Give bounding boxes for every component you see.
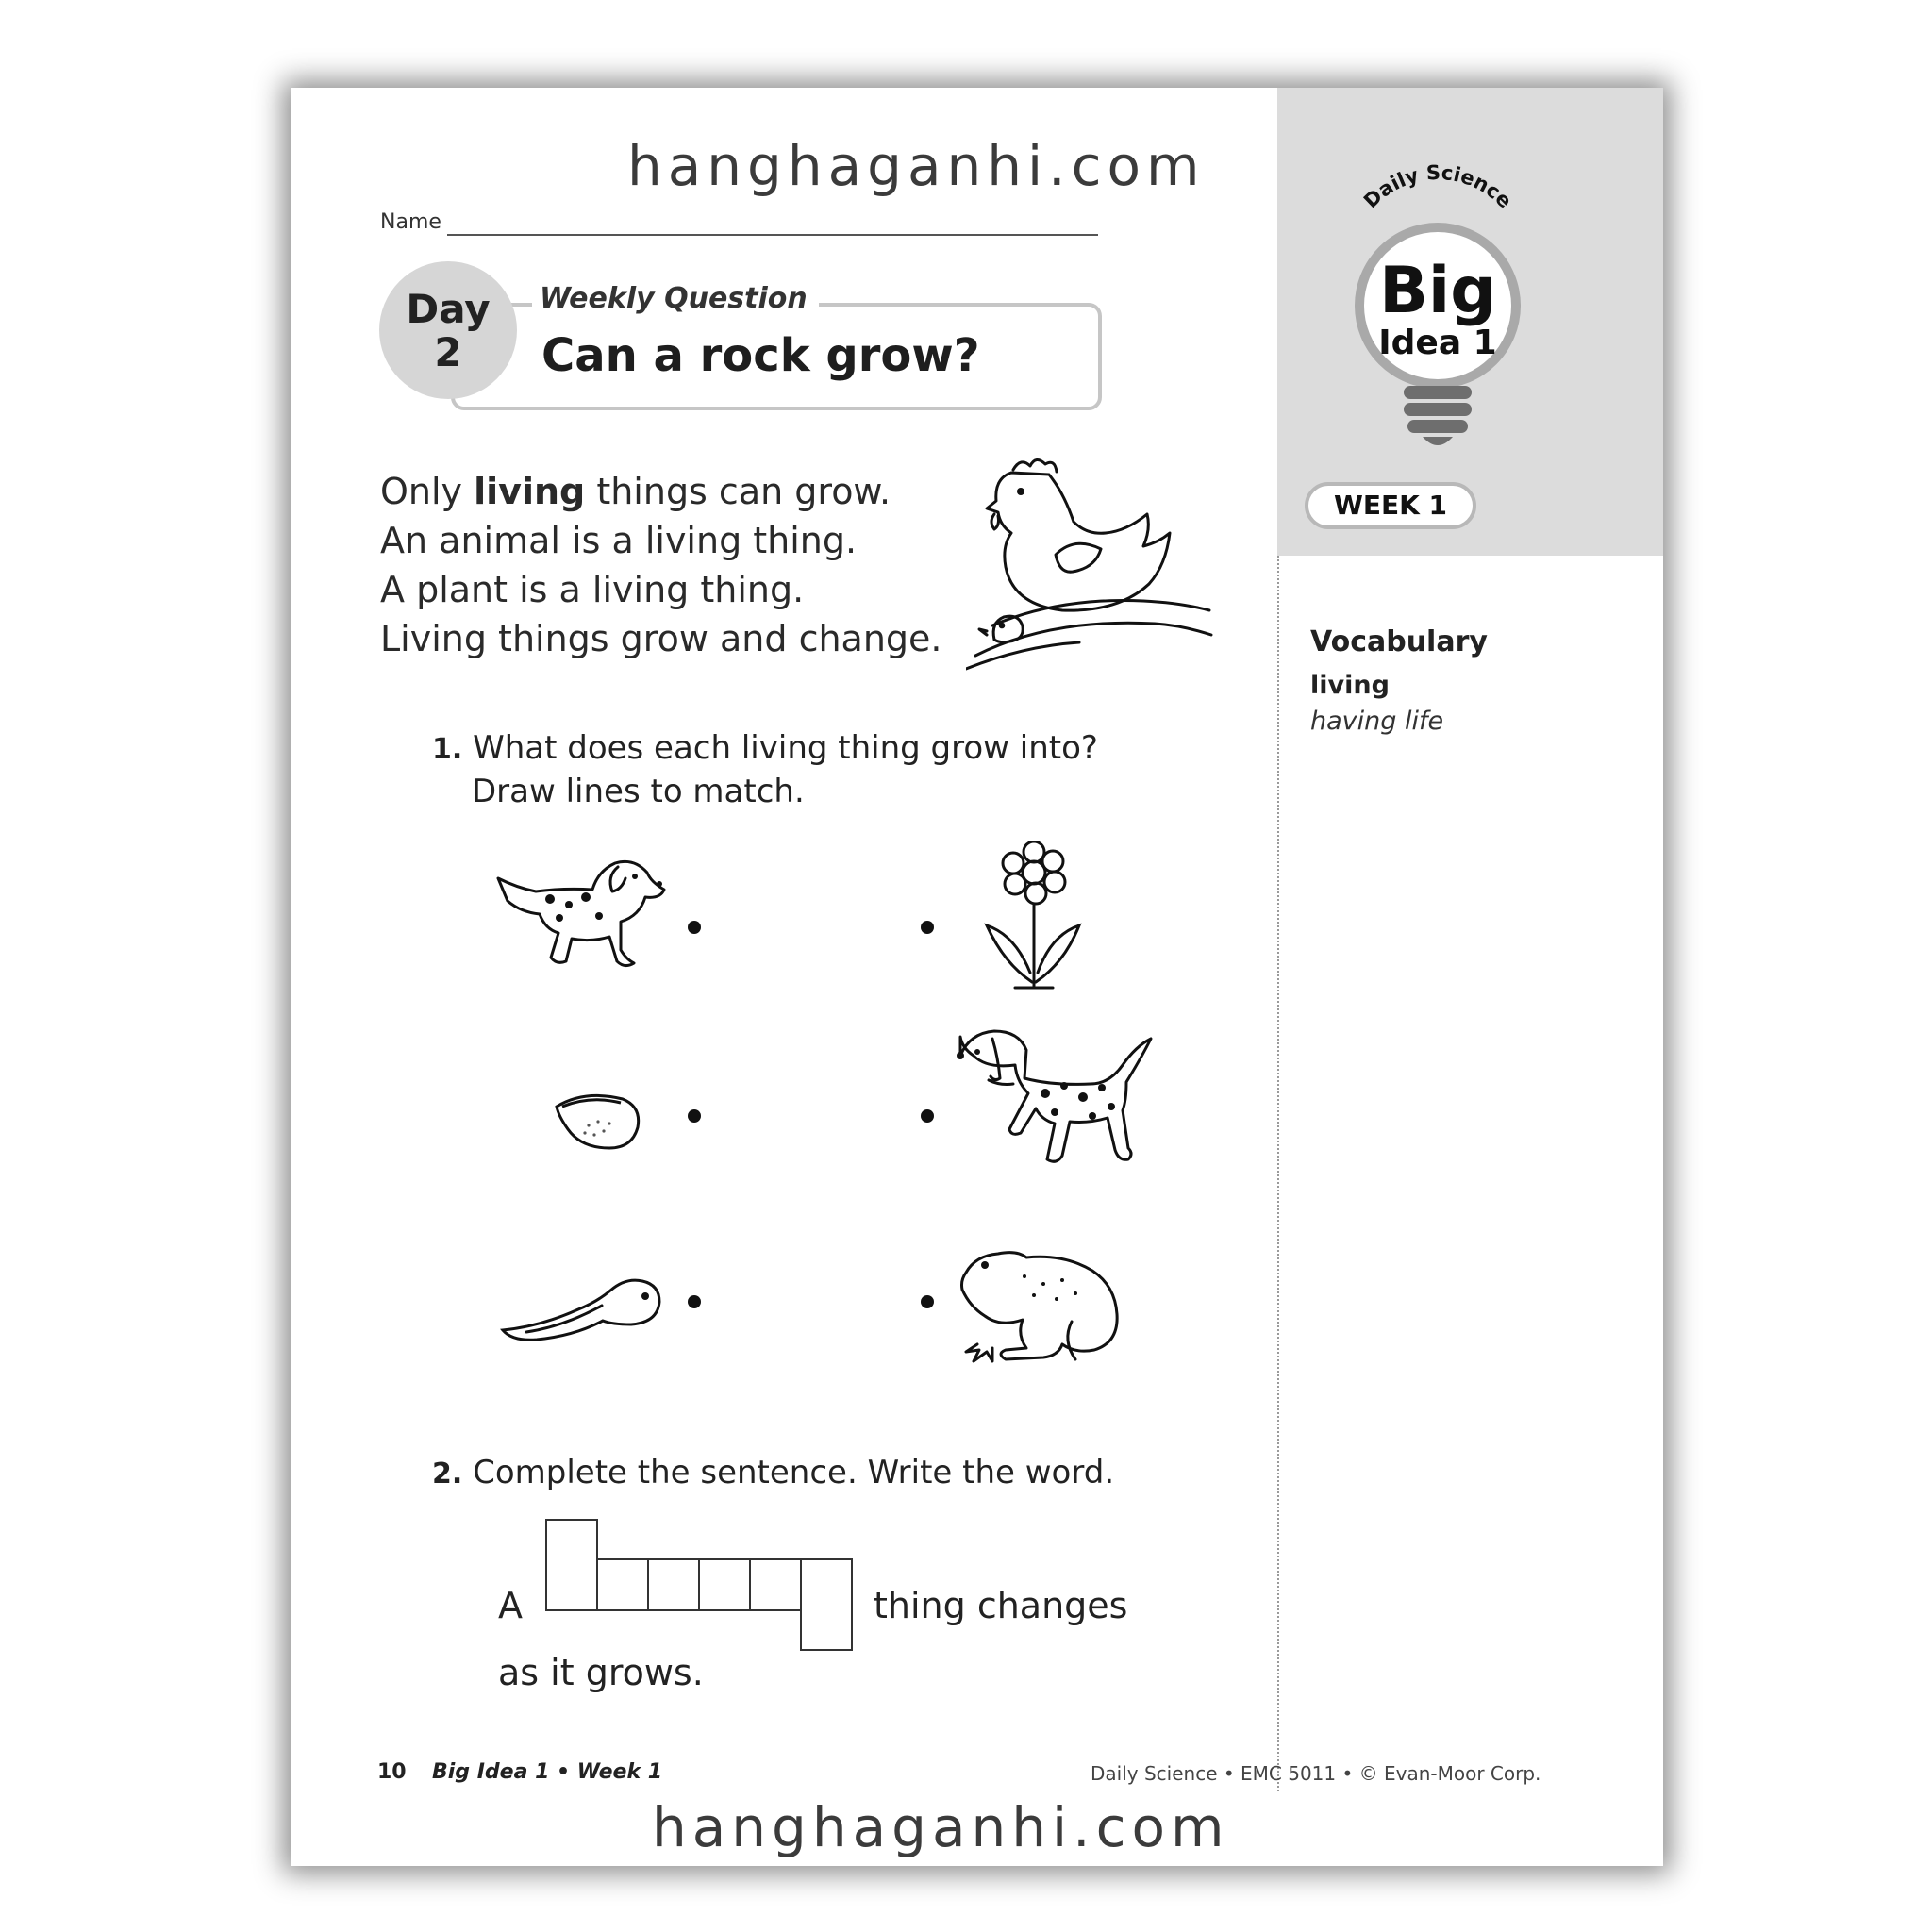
match-dot-right-3[interactable] bbox=[921, 1295, 934, 1308]
sentence-start: A bbox=[498, 1585, 523, 1626]
match-dot-left-1[interactable] bbox=[688, 921, 701, 934]
sidebar-divider bbox=[1277, 556, 1279, 1791]
tadpole-picture bbox=[498, 1272, 673, 1357]
dog-picture bbox=[951, 1027, 1168, 1192]
intro-vocab-word: living bbox=[474, 471, 586, 512]
puppy-picture bbox=[493, 850, 668, 991]
letter-box-2[interactable] bbox=[596, 1558, 649, 1611]
weekly-question-label: Weekly Question bbox=[532, 282, 819, 315]
page-number: 10 bbox=[377, 1760, 407, 1784]
question-2-prompt: 2. Complete the sentence. Write the word. bbox=[432, 1454, 1115, 1491]
question-1-number: 1. bbox=[432, 733, 463, 766]
intro-line-1: Only living things can grow. bbox=[380, 471, 891, 512]
match-dot-right-1[interactable] bbox=[921, 921, 934, 934]
big-idea-lightbulb-logo bbox=[1324, 152, 1551, 463]
day-badge bbox=[379, 261, 517, 399]
footer-section: Big Idea 1 • Week 1 bbox=[432, 1760, 663, 1784]
letter-box-1[interactable] bbox=[545, 1519, 598, 1611]
day-word: Day bbox=[406, 286, 491, 332]
hen-and-chick-illustration bbox=[966, 446, 1221, 673]
footer-credit: Daily Science • EMC 5011 • © Evan-Moor Corp. bbox=[1091, 1762, 1541, 1785]
logo-idea-text: Idea 1 bbox=[1378, 324, 1497, 362]
seed-picture bbox=[551, 1088, 645, 1154]
vocabulary-word: living bbox=[1310, 671, 1390, 700]
weekly-question-title: Can a rock grow? bbox=[541, 329, 980, 382]
intro-line-3: A plant is a living thing. bbox=[380, 569, 805, 610]
intro-line-4: Living things grow and change. bbox=[380, 618, 942, 659]
watermark-bottom: hanghaganhi.com bbox=[652, 1795, 1230, 1859]
name-write-line[interactable] bbox=[447, 234, 1098, 236]
vocabulary-heading: Vocabulary bbox=[1310, 625, 1488, 658]
letter-box-4[interactable] bbox=[698, 1558, 751, 1611]
question-1-instruction: Draw lines to match. bbox=[472, 773, 805, 810]
flower-picture bbox=[977, 841, 1091, 991]
day-number: 2 bbox=[434, 329, 462, 375]
match-dot-left-2[interactable] bbox=[688, 1109, 701, 1123]
watermark-top: hanghaganhi.com bbox=[627, 134, 1206, 198]
sentence-end: thing changes bbox=[874, 1585, 1128, 1626]
name-label: Name bbox=[380, 210, 441, 234]
question-2-number: 2. bbox=[432, 1457, 463, 1491]
worksheet-page bbox=[291, 88, 1663, 1866]
frog-picture bbox=[958, 1246, 1124, 1374]
match-dot-right-2[interactable] bbox=[921, 1109, 934, 1123]
question-1-prompt: 1. What does each living thing grow into? bbox=[432, 729, 1098, 767]
match-dot-left-3[interactable] bbox=[688, 1295, 701, 1308]
vocabulary-definition: having life bbox=[1310, 707, 1444, 736]
letter-box-6[interactable] bbox=[800, 1558, 853, 1651]
logo-big-text: Big bbox=[1379, 254, 1496, 328]
sentence-line-2: as it grows. bbox=[498, 1652, 704, 1693]
intro-line-2: An animal is a living thing. bbox=[380, 520, 858, 561]
logo-arc-text: Daily Science bbox=[1358, 160, 1517, 213]
week-badge: WEEK 1 bbox=[1305, 482, 1476, 529]
letter-box-3[interactable] bbox=[647, 1558, 700, 1611]
letter-box-5[interactable] bbox=[749, 1558, 802, 1611]
